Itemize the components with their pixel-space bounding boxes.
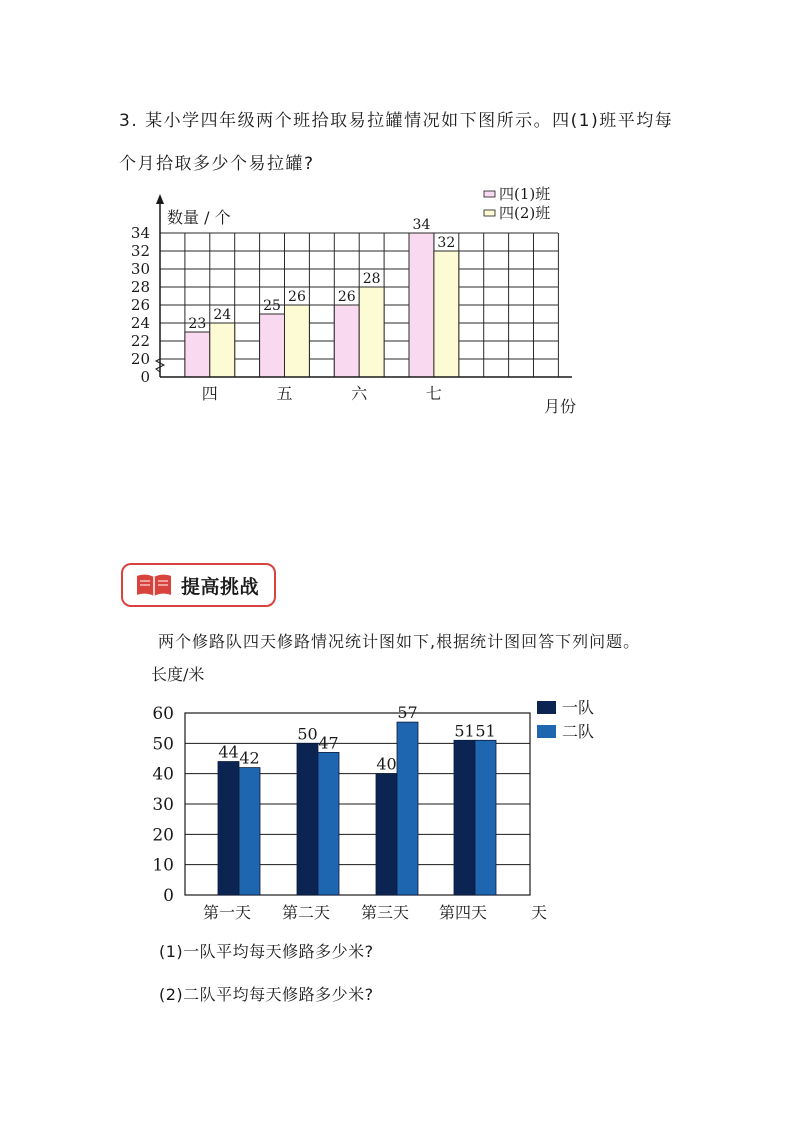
chart1-bar-1 [185, 332, 210, 377]
question-3-text-line2: 个月拾取多少个易拉罐? [119, 154, 315, 174]
chart1-legend-swatch-2 [484, 210, 495, 216]
chart2-data-label: 51 [454, 721, 475, 741]
chart1-bar-2 [210, 323, 235, 377]
chart1-y-tick-label: 30 [130, 260, 150, 278]
chart2-data-label: 42 [239, 748, 260, 768]
chart1-bar-1 [409, 233, 434, 377]
chart2-bar-1 [376, 774, 397, 895]
chart1-data-label: 26 [288, 289, 306, 305]
chart1-data-label: 34 [412, 217, 431, 233]
chart1-legend-label-2: 四(2)班 [499, 204, 551, 222]
chart2-x-tick-label: 第二天 [281, 903, 331, 922]
chart2-legend-label-2: 二队 [562, 722, 595, 741]
challenge-intro-text: 两个修路队四天修路情况统计图如下,根据统计图回答下列问题。 [158, 632, 641, 651]
chart2-y-tick-label: 50 [152, 734, 174, 755]
chart2-bar-1 [297, 743, 318, 895]
chart1-bar-2 [359, 287, 384, 377]
chart2-data-label: 57 [397, 703, 418, 723]
chart2-y-axis-label: 长度/米 [151, 665, 205, 684]
chart1-bar-1 [334, 305, 359, 377]
chart1-bar-1 [260, 314, 285, 377]
chart1-y-tick-label: 20 [130, 350, 150, 368]
chart2-legend-label-1: 一队 [562, 698, 595, 717]
chart2-legend-swatch-2 [537, 725, 556, 738]
chart2-bar-2 [318, 752, 339, 895]
chart1-data-label: 26 [337, 289, 356, 305]
chart1-y-tick-label: 24 [130, 314, 150, 332]
chart1-x-tick-label: 四 [201, 384, 218, 403]
chart2-legend-swatch-1 [537, 701, 556, 714]
chart1-y-tick-label: 34 [130, 224, 150, 242]
chart2-bar-1 [218, 762, 239, 895]
chart2-bars [218, 722, 496, 895]
chart2-bar-2 [397, 722, 418, 895]
chart1-legend [484, 185, 550, 222]
chart2-data-label: 51 [475, 721, 496, 741]
chart1-y-tick-label: 22 [130, 332, 150, 350]
open-book-icon [135, 572, 173, 598]
chart2-x-tick-label: 第四天 [438, 903, 488, 922]
chart1-y-tick-label: 0 [140, 368, 150, 386]
chart1-y-tick-label: 28 [130, 278, 150, 296]
chart2-data-label: 40 [376, 754, 397, 774]
chart2-legend [537, 698, 594, 741]
chart1-bar-2 [434, 251, 459, 377]
chart1-data-label: 24 [213, 307, 232, 323]
chart1-legend-swatch-1 [484, 191, 495, 197]
chart2-bar-2 [475, 740, 496, 895]
chart2-y-tick-label: 30 [152, 795, 174, 815]
chart1-y-axis-label: 数量 / 个 [167, 208, 231, 227]
chart2-data-label: 44 [218, 742, 239, 762]
challenge-badge [121, 563, 276, 607]
chart2-x-tick-label: 第三天 [360, 903, 410, 922]
question-3-text-line1: 3. 某小学四年级两个班拾取易拉罐情况如下图所示。四(1)班平均每 [119, 111, 674, 131]
chart1-data-label: 25 [263, 298, 281, 314]
chart2-y-tick-label: 40 [152, 764, 174, 785]
chart1-x-tick-label: 五 [276, 384, 293, 403]
can-collection-chart [120, 180, 590, 425]
chart1-x-tick-label: 七 [425, 384, 442, 403]
road-repair-chart [130, 660, 620, 925]
chart2-data-label: 47 [318, 733, 339, 753]
challenge-badge-label: 提高挑战 [181, 575, 260, 598]
chart2-y-tick-label: 0 [163, 886, 174, 906]
chart2-y-tick-label: 20 [152, 825, 174, 846]
chart2-x-axis-label: 天 [530, 903, 548, 922]
chart1-legend-label-1: 四(1)班 [499, 185, 551, 203]
chart1-x-axis-label: 月份 [544, 397, 577, 416]
chart1-data-label: 23 [188, 316, 207, 332]
sub-question-1: (1)一队平均每天修路多少米? [159, 942, 374, 961]
chart1-x-tick-label: 六 [351, 384, 368, 403]
chart1-data-label: 32 [437, 235, 456, 251]
chart1-y-axis-arrow [156, 194, 164, 204]
chart2-x-tick-label: 第一天 [202, 903, 252, 922]
chart1-y-tick-label: 32 [130, 242, 150, 260]
chart2-y-tick-label: 10 [152, 855, 174, 876]
chart1-bar-2 [285, 305, 310, 377]
chart1-y-tick-label: 26 [130, 296, 150, 314]
chart2-bar-1 [454, 740, 475, 895]
chart2-y-tick-label: 60 [152, 704, 174, 724]
sub-question-2: (2)二队平均每天修路多少米? [159, 985, 374, 1004]
chart2-data-label: 50 [297, 724, 318, 744]
chart1-data-label: 28 [362, 271, 381, 287]
chart2-bar-2 [239, 768, 260, 895]
